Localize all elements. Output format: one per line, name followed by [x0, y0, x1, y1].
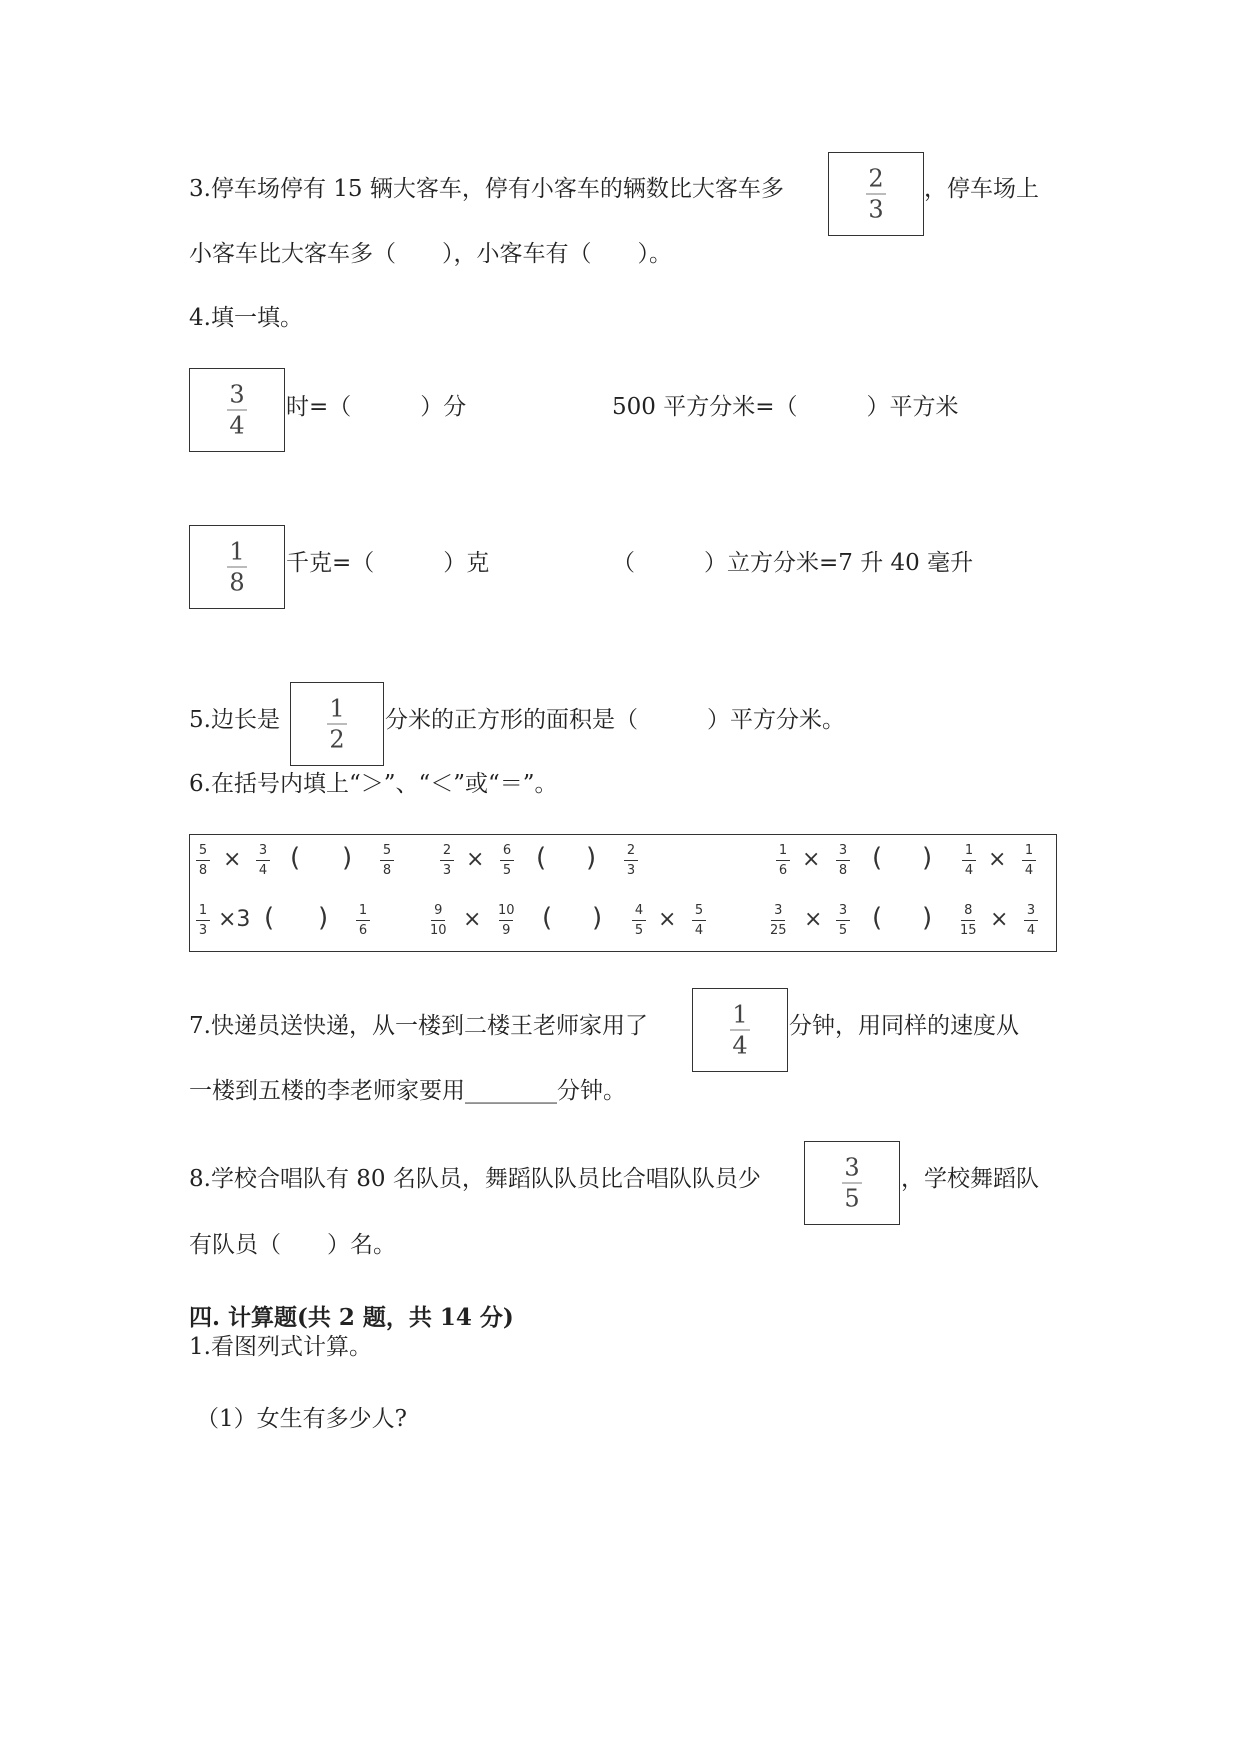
q4-r2-left: 千克=（ ）克 [286, 550, 490, 576]
denominator: 8 [229, 568, 245, 597]
times-sign: × [466, 847, 485, 872]
numerator: 3 [229, 380, 245, 409]
fraction: 5 8 [196, 843, 210, 878]
q5-fraction-box [290, 682, 384, 766]
fraction [190, 382, 284, 439]
fraction [805, 1155, 899, 1212]
q6-title: 6.在括号内填上“＞”、“＜”或“＝”。 [189, 771, 558, 797]
answer-paren-right: ) [922, 843, 933, 873]
times-sign: × [223, 847, 242, 872]
section4-q1: 1.看图列式计算。 [189, 1334, 372, 1360]
comparison-row [190, 835, 1056, 891]
section-heading: 四. 计算题(共 2 题，共 14 分) [189, 1304, 514, 1331]
fraction: 1 4 [962, 843, 976, 878]
denominator: 2 [329, 725, 345, 754]
fraction: 3 5 [836, 903, 850, 938]
denominator: 5 [844, 1184, 860, 1213]
numerator: 1 [329, 694, 345, 723]
fraction: 3 8 [836, 843, 850, 878]
q3-line2: 小客车比大客车多（ ），小客车有（ ）。 [189, 241, 672, 267]
q8-a: 8.学校合唱队有 80 名队员，舞蹈队队员比合唱队队员少 [189, 1166, 761, 1192]
q4-title: 4.填一填。 [189, 305, 303, 331]
answer-paren-right: ) [318, 903, 329, 933]
fraction [190, 539, 284, 596]
fraction: 6 5 [500, 843, 514, 878]
q7-b: 分钟，用同样的速度从 [789, 1013, 1019, 1039]
answer-paren-left: ( [264, 903, 275, 933]
q8-line2: 有队员（ ）名。 [189, 1232, 396, 1258]
fraction: 3 4 [1024, 903, 1038, 938]
q7-fraction-box [692, 988, 788, 1072]
answer-paren-left: ( [872, 843, 883, 873]
fraction: 3 25 [770, 903, 787, 938]
q3-line1-b: ，停车场上 [924, 176, 1039, 202]
fraction [291, 696, 383, 753]
fraction: 2 3 [440, 843, 454, 878]
q4-r2-right: （ ）立方分米=7 升 40 毫升 [612, 550, 974, 576]
fraction [829, 166, 923, 223]
comparison-table [189, 834, 1057, 952]
q7-line2: 一楼到五楼的李老师家要用________分钟。 [189, 1078, 626, 1104]
fraction: 9 10 [430, 903, 447, 938]
denominator: 3 [868, 195, 884, 224]
answer-paren-right: ) [342, 843, 353, 873]
fraction: 8 15 [960, 903, 977, 938]
comparison-row [190, 895, 1056, 951]
times-sign: × [804, 907, 823, 932]
answer-paren-right: ) [586, 843, 597, 873]
q4-r1-left: 时=（ ）分 [286, 394, 467, 420]
q3-line1-a: 3.停车场停有 15 辆大客车，停有小客车的辆数比大客车多 [189, 176, 784, 202]
fraction: 2 3 [624, 843, 638, 878]
fraction: 1 3 [196, 903, 210, 938]
q5-a: 5.边长是 [189, 707, 280, 733]
denominator: 4 [732, 1031, 748, 1060]
q8-fraction-box [804, 1141, 900, 1225]
answer-paren-left: ( [290, 843, 301, 873]
numerator: 1 [229, 537, 245, 566]
fraction: 5 8 [380, 843, 394, 878]
q7-a: 7.快递员送快递，从一楼到二楼王老师家用了 [189, 1013, 648, 1039]
fraction: 1 4 [1022, 843, 1036, 878]
fraction: 5 4 [692, 903, 706, 938]
times-sign: × [802, 847, 821, 872]
fraction: 3 4 [256, 843, 270, 878]
answer-paren-right: ) [592, 903, 603, 933]
q8-b: ，学校舞蹈队 [901, 1166, 1039, 1192]
fraction: 4 5 [632, 903, 646, 938]
times-three: ×3 [218, 907, 251, 932]
q4-r1-right: 500 平方分米=（ ）平方米 [612, 394, 959, 420]
times-sign: × [988, 847, 1007, 872]
times-sign: × [990, 907, 1009, 932]
fraction [693, 1002, 787, 1059]
fraction: 10 9 [498, 903, 515, 938]
numerator: 1 [732, 1000, 748, 1029]
answer-paren-left: ( [536, 843, 547, 873]
answer-paren-right: ) [922, 903, 933, 933]
q5-b: 分米的正方形的面积是（ ）平方分米。 [385, 707, 845, 733]
fraction: 1 6 [776, 843, 790, 878]
q4-r1-fraction-box [189, 368, 285, 452]
section4-sub1: （1）女生有多少人? [196, 1406, 407, 1432]
answer-paren-left: ( [872, 903, 883, 933]
q3-fraction-box [828, 152, 924, 236]
numerator: 3 [844, 1153, 860, 1182]
numerator: 2 [868, 164, 884, 193]
times-sign: × [658, 907, 677, 932]
times-sign: × [463, 907, 482, 932]
denominator: 4 [229, 411, 245, 440]
fraction: 1 6 [356, 903, 370, 938]
answer-paren-left: ( [542, 903, 553, 933]
q4-r2-fraction-box [189, 525, 285, 609]
